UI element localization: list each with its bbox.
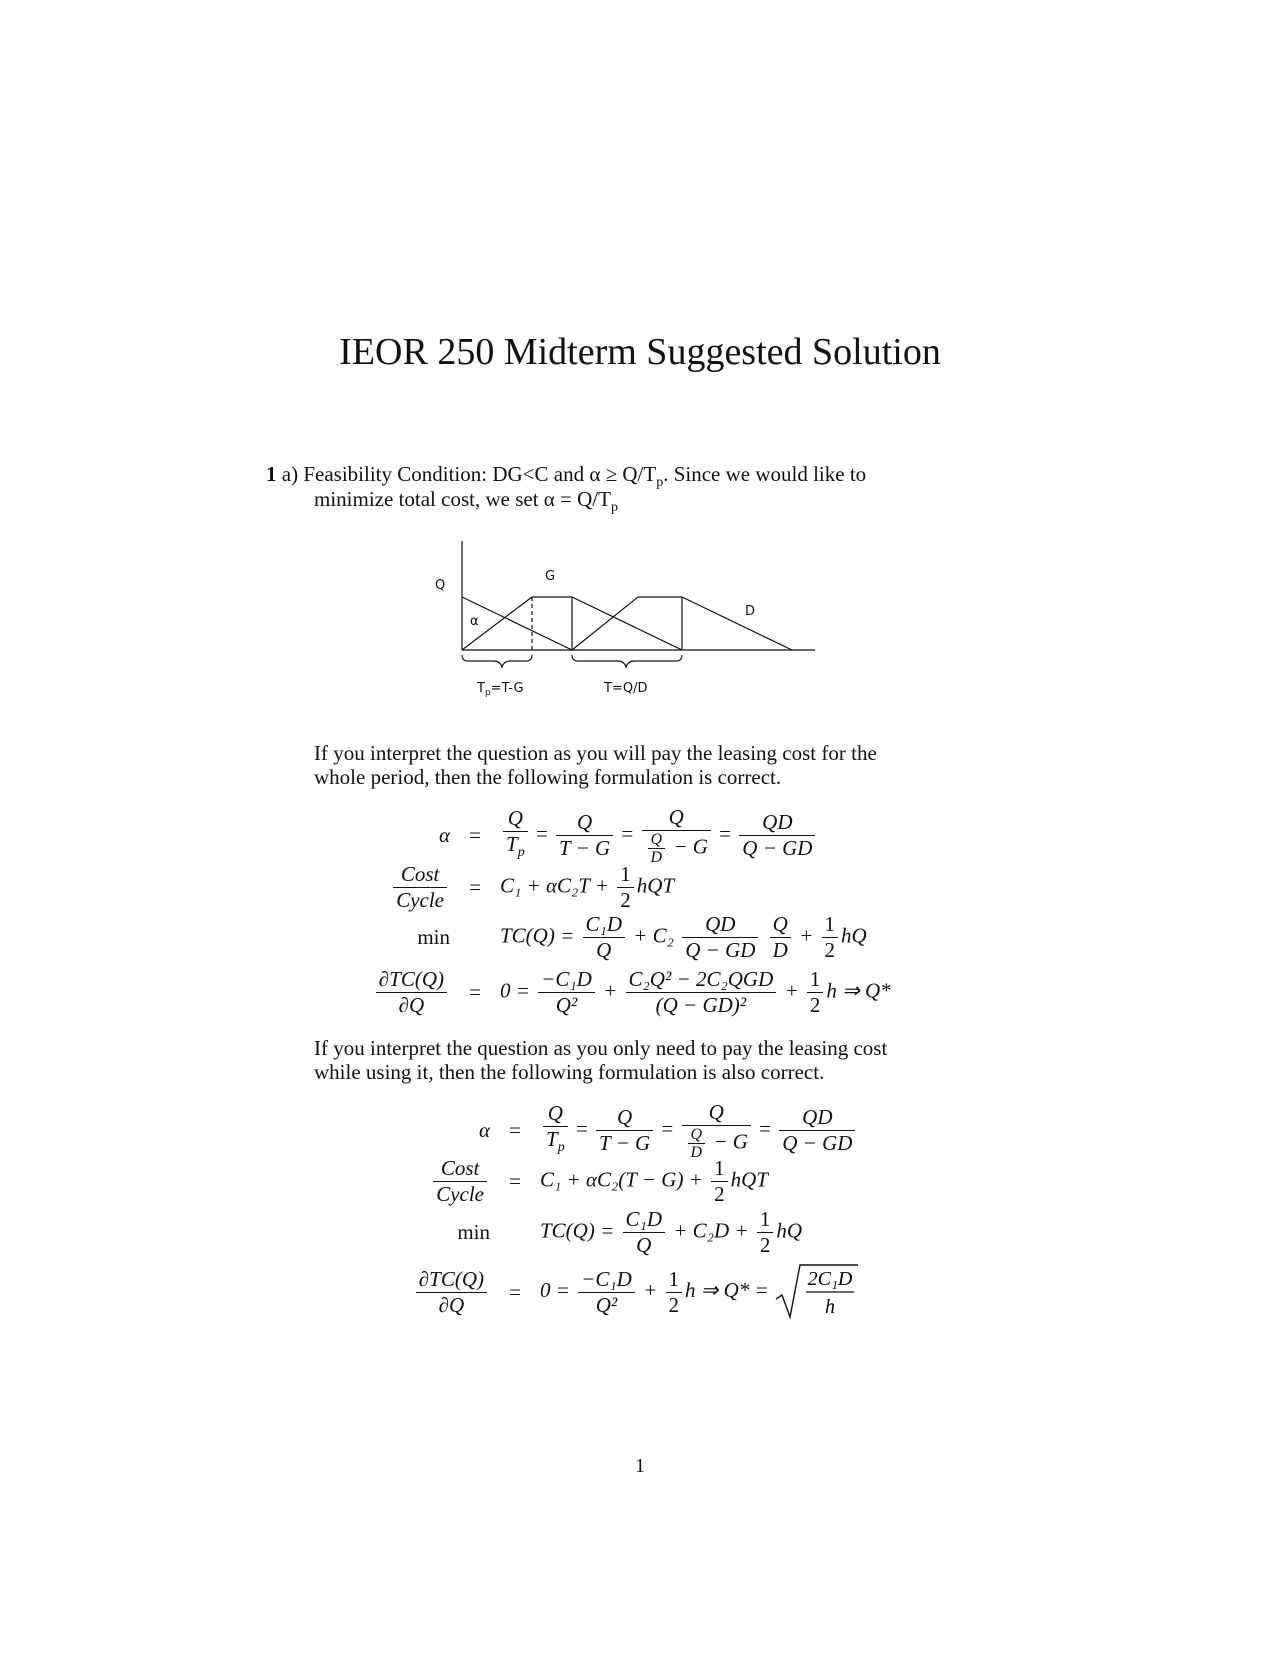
problem-part: a) <box>281 462 299 486</box>
label-g: G <box>545 569 556 584</box>
svg-text:h: h <box>824 1296 835 1318</box>
eq1-cost: $\frac{\text{Cost}}{\text{Cycle}}$ = C₁ + αC₂T + $\frac{1}{2}$ hQT <box>360 862 674 913</box>
sqrt-symbol <box>774 1263 860 1321</box>
eq2-derivative: $\frac{\partial TC(Q)}{\partial Q}$ = 0 = $\frac{\text{−C₁D}}{\text{Q²}}$ + $\frac{1}{2}$ h ⇒ Q* = 2C₁D h <box>400 1263 860 1321</box>
brace-t <box>572 655 682 667</box>
eq1-min: min TC(Q) = $\frac{\text{C₁D}}{Q}$ + C₂ $\frac{QD}{Q - GD}$ $\frac{Q}{D}$ + $\frac{1}{2}$ hQ <box>417 912 867 962</box>
svg-text:2C₁D: 2C₁D <box>807 1268 853 1290</box>
problem-line-2: minimize total cost, we set $\alpha = Q/T_p$ <box>314 487 618 516</box>
page-title: IEOR 250 Midterm Suggested Solution <box>339 331 941 373</box>
problem-line-1: 1 a) Feasibility Condition: DG<C and $\alpha \ge Q/T_p$. Since we would like to <box>266 462 867 491</box>
page-number: 1 <box>635 1455 645 1477</box>
eq1-alpha: α = $\frac{Q}{T_p}$ = $\frac{Q}{T - G}$ = Q $\frac{Q}{D}$ − G = $\frac{QD}{Q - GD}$ <box>360 805 818 866</box>
para1-line1: If you interpret the question as you will pay the leasing cost for the <box>314 741 877 765</box>
eq2-cost: $\frac{\text{Cost}}{\text{Cycle}}$ = C₁ + αC₂(T − G) + $\frac{1}{2}$ hQT <box>400 1156 768 1207</box>
para1-line2: whole period, then the following formulation is correct. <box>314 765 782 789</box>
problem-number: 1 <box>266 462 277 486</box>
eq2-alpha: α = $\frac{Q}{T_p}$ = $\frac{Q}{T - G}$ = Q $\frac{Q}{D}$ − G = $\frac{QD}{Q - GD}$ <box>400 1100 858 1161</box>
para2-line2: while using it, then the following formulation is also correct. <box>314 1060 825 1084</box>
eq1-derivative: $\frac{\partial TC(Q)}{\partial Q}$ = 0 = $\frac{\text{−C₁D}}{\text{Q²}}$ + $\frac{\text{C₂Q² − 2C₂QGD}}{\text{(Q − GD)²}}$ + $\frac{1}{2}$ h ⇒ Q* <box>360 967 891 1018</box>
label-t: T=Q/D <box>604 681 648 696</box>
inventory-diagram <box>430 535 830 705</box>
problem-text-1: Feasibility Condition: DG<C and α ≥ Q/T <box>303 462 657 486</box>
label-tp: $T_p=T-G$ <box>477 681 524 698</box>
brace-tp <box>462 655 532 667</box>
label-q: Q <box>435 578 446 593</box>
eq2-min: min TC(Q) = $\frac{\text{C₁D}}{Q}$ + C₂D + $\frac{1}{2}$ hQ <box>457 1207 802 1257</box>
label-alpha: α <box>470 614 479 629</box>
label-d: D <box>745 604 756 619</box>
problem-text-2: minimize total cost, we set α = Q/T <box>314 487 611 511</box>
para2-line1: If you interpret the question as you only need to pay the leasing cost <box>314 1036 888 1060</box>
